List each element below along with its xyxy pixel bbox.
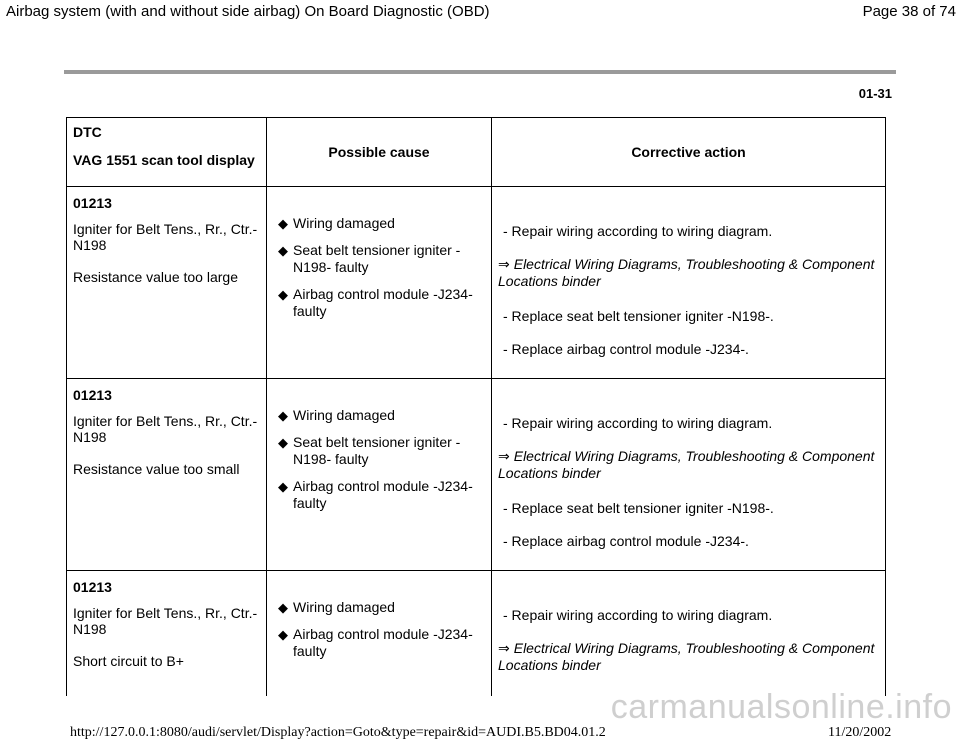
page-url[interactable]: http://127.0.0.1:8080/audi/servlet/Display?action=Goto&type=repair&id=AUDI.B5.BD04.01.2 (70, 725, 606, 740)
wiring-diagram-link[interactable]: ⇒ Electrical Wiring Diagrams, Troubleshooting & Component Locations binder (498, 640, 875, 673)
diamond-bullet-icon: ◆ (278, 435, 288, 450)
dtc-code: 01213 (73, 195, 112, 211)
diamond-bullet-icon: ◆ (278, 243, 288, 258)
watermark-logo: carmanualsonline.info (610, 688, 952, 726)
list-item: ◆ Wiring damaged (278, 407, 395, 423)
action-replace-igniter: - Replace seat belt tensioner igniter -N198-. (503, 308, 774, 324)
cause-list (273, 215, 485, 320)
cause-cell (267, 379, 492, 571)
action-repair-wiring: - Repair wiring according to wiring diagram. (503, 223, 773, 239)
table-header-row (67, 118, 886, 187)
table-row (67, 379, 886, 571)
action-replace-control-module: - Replace airbag control module -J234-. (503, 341, 749, 357)
column-header-dtc (67, 118, 267, 187)
column-header-display-label: VAG 1551 scan tool display (73, 152, 255, 168)
action-replace-control-module: - Replace airbag control module -J234-. (503, 533, 749, 549)
dtc-cell (67, 187, 267, 379)
document-title: Airbag system (with and without side airbag) On Board Diagnostic (OBD) (6, 3, 490, 20)
diamond-bullet-icon: ◆ (278, 287, 288, 302)
dtc-condition: Resistance value too small (73, 461, 240, 477)
dtc-component: Igniter for Belt Tens., Rr., Ctr.-N198 (73, 413, 258, 445)
list-item: ◆ Airbag control module -J234- faulty (278, 626, 473, 659)
dtc-code: 01213 (73, 579, 112, 595)
cause-list (273, 599, 485, 660)
list-item: ◆ Wiring damaged (278, 599, 395, 615)
list-item: ◆ Wiring damaged (278, 215, 395, 231)
list-item: ◆ Airbag control module -J234- faulty (278, 286, 473, 319)
action-repair-wiring: - Repair wiring according to wiring diagram. (503, 415, 773, 431)
dtc-cell (67, 571, 267, 697)
section-page-code: 01-31 (858, 86, 892, 101)
action-cell (492, 571, 886, 697)
dtc-table (66, 117, 886, 696)
page-counter: Page 38 of 74 (862, 3, 956, 20)
action-cell (492, 187, 886, 379)
list-item: ◆ Seat belt tensioner igniter -N198- faulty (278, 242, 461, 275)
cause-cell (267, 571, 492, 697)
print-date: 11/20/2002 (828, 725, 892, 740)
action-replace-igniter: - Replace seat belt tensioner igniter -N198-. (503, 500, 774, 516)
action-repair-wiring: - Repair wiring according to wiring diagram. (503, 607, 773, 623)
table-row (67, 571, 886, 697)
column-header-action: Corrective action (492, 118, 886, 187)
arrow-right-icon: ⇒ (498, 448, 510, 464)
column-header-dtc-label: DTC (73, 124, 102, 140)
wiring-diagram-link[interactable]: ⇒ Electrical Wiring Diagrams, Troubleshooting & Component Locations binder (498, 256, 875, 289)
header-rule (64, 70, 896, 74)
dtc-condition: Resistance value too large (73, 269, 238, 285)
wiring-diagram-link[interactable]: ⇒ Electrical Wiring Diagrams, Troubleshooting & Component Locations binder (498, 448, 875, 481)
dtc-component: Igniter for Belt Tens., Rr., Ctr.-N198 (73, 605, 258, 637)
dtc-cell (67, 379, 267, 571)
list-item: ◆ Seat belt tensioner igniter -N198- faulty (278, 434, 461, 467)
column-header-cause: Possible cause (267, 118, 492, 187)
list-item: ◆ Airbag control module -J234- faulty (278, 478, 473, 511)
dtc-code: 01213 (73, 387, 112, 403)
diamond-bullet-icon: ◆ (278, 408, 288, 423)
cause-cell (267, 187, 492, 379)
action-cell (492, 379, 886, 571)
arrow-right-icon: ⇒ (498, 256, 510, 272)
table-row (67, 187, 886, 379)
diamond-bullet-icon: ◆ (278, 479, 288, 494)
dtc-condition: Short circuit to B+ (73, 653, 184, 669)
dtc-component: Igniter for Belt Tens., Rr., Ctr.-N198 (73, 221, 258, 253)
diamond-bullet-icon: ◆ (278, 600, 288, 615)
diamond-bullet-icon: ◆ (278, 216, 288, 231)
diamond-bullet-icon: ◆ (278, 627, 288, 642)
arrow-right-icon: ⇒ (498, 640, 510, 656)
cause-list (273, 407, 485, 512)
